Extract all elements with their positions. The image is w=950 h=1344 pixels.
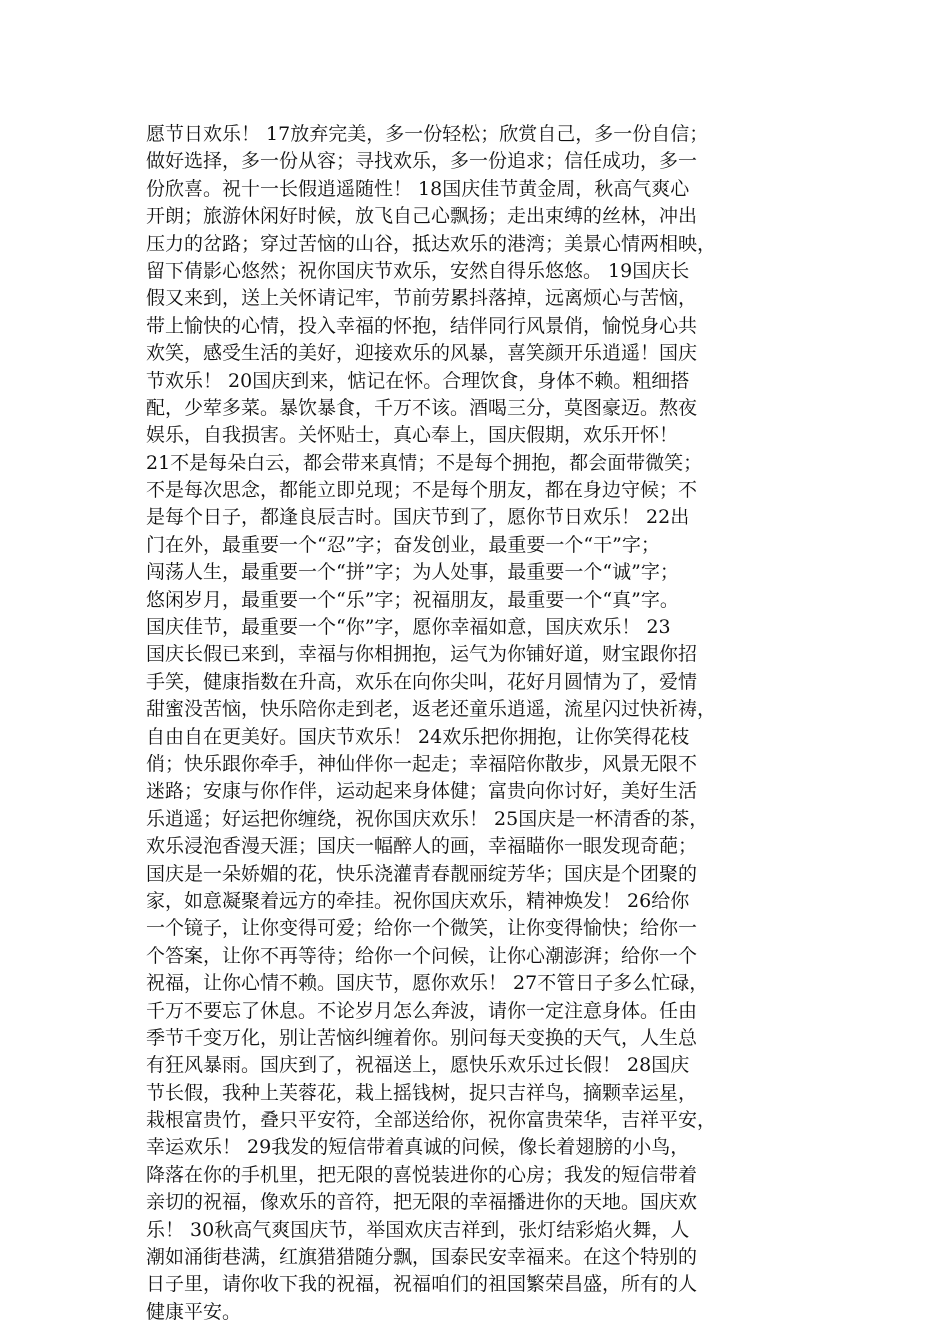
text-line: 不是每次思念，都能立即兑现；不是每个朋友，都在身边守候；不 bbox=[146, 479, 698, 502]
text-line: 做好选择，多一份从容；寻找欢乐，多一份追求；信任成功，多一 bbox=[146, 150, 698, 173]
text-line: 压力的岔路；穿过苦恼的山谷，抵达欢乐的港湾；美景心情两相映， bbox=[146, 232, 717, 255]
text-line: 栽根富贵竹，叠只平安符，全部送给你，祝你富贵荣华，吉祥平安， bbox=[146, 1109, 717, 1132]
text-line: 幸运欢乐！ 29我发的短信带着真诚的问候，像长着翅膀的小鸟， bbox=[146, 1136, 690, 1159]
text-line: 21不是每朵白云，都会带来真情；不是每个拥抱，都会面带微笑； bbox=[146, 451, 703, 474]
text-line: 开朗；旅游休闲好时候，放飞自己心飘扬；走出束缚的丝林，冲出 bbox=[146, 205, 698, 228]
text-line: 配，少荤多菜。暴饮暴食，千万不该。酒喝三分，莫图豪迈。熬夜 bbox=[146, 396, 698, 419]
text-line: 留下倩影心悠然；祝你国庆节欢乐，安然自得乐悠悠。 19国庆长 bbox=[146, 259, 690, 282]
text-line: 季节千变万化，别让苦恼纠缠着你。别问每天变换的天气，人生总 bbox=[146, 1026, 698, 1049]
text-line: 亲切的祝福，像欢乐的音符，把无限的幸福播进你的天地。国庆欢 bbox=[146, 1191, 698, 1214]
text-line: 节长假，我种上芙蓉花，栽上摇钱树，捉只吉祥鸟，摘颗幸运星， bbox=[146, 1081, 698, 1104]
text-line: 国庆是一朵娇媚的花，快乐浇灌青春靓丽绽芳华；国庆是个团聚的 bbox=[146, 862, 698, 885]
text-line: 悠闲岁月，最重要一个“乐”字；祝福朋友，最重要一个“真”字。 bbox=[146, 588, 679, 611]
text-line: 国庆长假已来到，幸福与你相拥抱，运气为你铺好道，财宝跟你招 bbox=[146, 643, 698, 666]
text-line: 娱乐，自我损害。关怀贴士，真心奉上，国庆假期，欢乐开怀！ bbox=[146, 424, 679, 447]
text-line: 俏；快乐跟你牵手，神仙伴你一起走；幸福陪你散步，风景无限不 bbox=[146, 752, 698, 775]
text-line: 降落在你的手机里，把无限的喜悦装进你的心房；我发的短信带着 bbox=[146, 1163, 698, 1186]
text-line: 一个镜子，让你变得可爱；给你一个微笑，让你变得愉快；给你一 bbox=[146, 917, 698, 940]
text-line: 欢乐浸泡香漫天涯；国庆一幅醉人的画，幸福瞄你一眼发现奇葩； bbox=[146, 835, 698, 858]
text-line: 假又来到，送上关怀请记牢，节前劳累抖落掉，远离烦心与苦恼， bbox=[146, 287, 698, 310]
text-line: 乐！ 30秋高气爽国庆节，举国欢庆吉祥到，张灯结彩焰火舞，人 bbox=[146, 1218, 690, 1241]
text-line: 迷路；安康与你作伴，运动起来身体健；富贵向你讨好，美好生活 bbox=[146, 780, 698, 803]
text-line: 节欢乐！ 20国庆到来，惦记在怀。合理饮食，身体不赖。粗细搭 bbox=[146, 369, 690, 392]
text-line: 带上愉快的心情，投入幸福的怀抱，结伴同行风景俏，愉悦身心共 bbox=[146, 314, 698, 337]
text-line: 甜蜜没苦恼，快乐陪你走到老，返老还童乐逍遥，流星闪过快祈祷， bbox=[146, 698, 717, 721]
text-line: 日子里，请你收下我的祝福，祝福咱们的祖国繁荣昌盛，所有的人 bbox=[146, 1273, 698, 1296]
text-line: 个答案，让你不再等待；给你一个问候，让你心潮澎湃；给你一个 bbox=[146, 944, 698, 967]
text-line: 国庆佳节，最重要一个“你”字，愿你幸福如意，国庆欢乐！ 23 bbox=[146, 616, 671, 639]
text-line: 潮如涌街巷满，红旗猎猎随分飘，国泰民安幸福来。在这个特别的 bbox=[146, 1246, 698, 1269]
text-line: 愿节日欢乐！ 17放弃完美，多一份轻松；欣赏自己，多一份自信； bbox=[146, 123, 709, 145]
text-line: 祝福，让你心情不赖。国庆节，愿你欢乐！ 27不管日子多么忙碌， bbox=[146, 972, 709, 995]
text-line: 乐逍遥；好运把你缠绕，祝你国庆欢乐！ 25国庆是一杯清香的茶， bbox=[146, 807, 709, 830]
text-line: 千万不要忘了休息。不论岁月怎么奔波，请你一定注意身体。任由 bbox=[146, 999, 698, 1022]
document-body bbox=[146, 121, 806, 1326]
text-line: 健康平安。 bbox=[146, 1300, 242, 1323]
text-line: 自由自在更美好。国庆节欢乐！ 24欢乐把你拥抱，让你笑得花枝 bbox=[146, 725, 690, 748]
text-line: 是每个日子，都逢良辰吉时。国庆节到了，愿你节日欢乐！ 22出 bbox=[146, 506, 690, 529]
text-line: 闯荡人生，最重要一个“拼”字；为人处事，最重要一个“诚”字； bbox=[146, 561, 679, 584]
text-line: 手笑，健康指数在升高，欢乐在向你尖叫，花好月圆情为了，爱情 bbox=[146, 670, 698, 693]
text-line: 欢笑，感受生活的美好，迎接欢乐的风暴，喜笑颜开乐逍遥！国庆 bbox=[146, 342, 698, 365]
text-line: 份欣喜。祝十一长假逍遥随性！ 18国庆佳节黄金周，秋高气爽心 bbox=[146, 177, 690, 200]
text-line: 家，如意凝聚着远方的牵挂。祝你国庆欢乐，精神焕发！ 26给你 bbox=[146, 889, 690, 912]
text-line: 有狂风暴雨。国庆到了，祝福送上，愿快乐欢乐过长假！ 28国庆 bbox=[146, 1054, 690, 1077]
text-line: 门在外，最重要一个“忍”字；奋发创业，最重要一个“干”字； bbox=[146, 533, 660, 556]
